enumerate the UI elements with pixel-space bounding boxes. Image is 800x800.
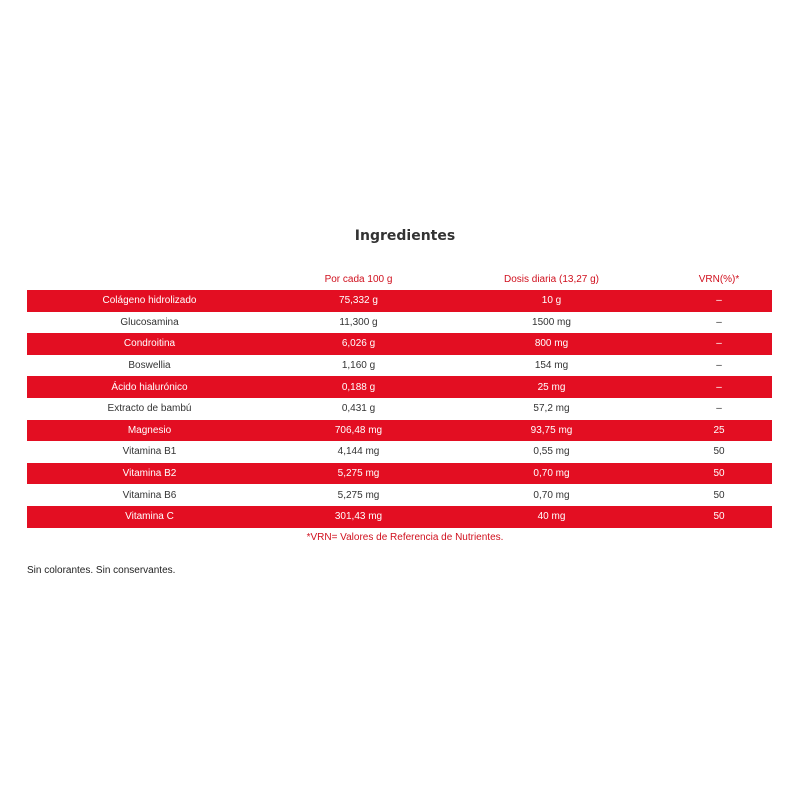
per-100g-cell: 4,144 mg (337, 446, 380, 458)
per-100g-cell: 11,300 g (339, 316, 378, 328)
table-row (27, 290, 772, 312)
daily-dose-cell: 25 mg (537, 381, 566, 393)
table-row (27, 376, 772, 398)
daily-dose-cell: 1500 mg (532, 316, 571, 328)
table-row (27, 506, 772, 528)
ingredient-name-cell: Boswellia (128, 360, 171, 372)
table-row (27, 441, 772, 463)
per-100g-cell: 5,275 mg (337, 489, 380, 501)
vrn-cell: – (716, 381, 722, 393)
table-row (27, 420, 772, 442)
vrn-cell: 50 (713, 468, 725, 480)
vrn-cell: 50 (713, 489, 725, 501)
ingredient-name-cell: Vitamina C (125, 511, 174, 523)
header-per-100g: Por cada 100 g (324, 274, 393, 285)
daily-dose-cell: 40 mg (537, 511, 566, 523)
table-row (27, 398, 772, 420)
daily-dose-cell: 154 mg (534, 360, 569, 372)
vrn-cell: 50 (713, 511, 725, 523)
per-100g-cell: 0,188 g (341, 381, 376, 393)
per-100g-cell: 75,332 g (339, 295, 378, 307)
daily-dose-cell: 93,75 mg (530, 424, 573, 436)
table-row (27, 333, 772, 355)
ingredients-table (27, 269, 772, 528)
ingredient-name-cell: Extracto de bambú (107, 403, 192, 415)
page-title: Ingredientes (354, 228, 456, 244)
daily-dose-cell: 0,55 mg (533, 446, 570, 458)
header-daily-dose: Dosis diaria (13,27 g) (503, 274, 600, 285)
table-row (27, 312, 772, 334)
ingredient-name-cell: Condroitina (123, 338, 176, 350)
vrn-cell: 25 (713, 424, 725, 436)
table-body (27, 290, 772, 528)
vrn-footnote: *VRN= Valores de Referencia de Nutrientes. (306, 532, 504, 543)
table-row (27, 484, 772, 506)
vrn-cell: – (716, 316, 722, 328)
ingredient-name-cell: Colágeno hidrolizado (102, 295, 197, 307)
ingredient-name-cell: Magnesio (127, 424, 172, 436)
table-row (27, 355, 772, 377)
per-100g-cell: 5,275 mg (337, 468, 380, 480)
daily-dose-cell: 800 mg (534, 338, 569, 350)
vrn-cell: – (716, 403, 722, 415)
per-100g-cell: 0,431 g (341, 403, 376, 415)
additives-note: Sin colorantes. Sin conservantes. (27, 565, 176, 576)
per-100g-cell: 706,48 mg (334, 424, 383, 436)
table-header-row (27, 269, 772, 290)
ingredient-name-cell: Vitamina B1 (122, 446, 177, 458)
daily-dose-cell: 57,2 mg (533, 403, 570, 415)
per-100g-cell: 1,160 g (341, 360, 376, 372)
vrn-cell: – (716, 295, 722, 307)
daily-dose-cell: 0,70 mg (533, 468, 570, 480)
vrn-cell: – (716, 338, 722, 350)
ingredient-name-cell: Vitamina B6 (122, 489, 177, 501)
table-row (27, 463, 772, 485)
vrn-cell: 50 (713, 446, 725, 458)
daily-dose-cell: 0,70 mg (533, 489, 570, 501)
ingredient-name-cell: Glucosamina (120, 316, 179, 328)
per-100g-cell: 301,43 mg (334, 511, 383, 523)
vrn-cell: – (716, 360, 722, 372)
per-100g-cell: 6,026 g (341, 338, 376, 350)
ingredient-name-cell: Ácido hialurónico (111, 381, 188, 393)
ingredient-name-cell: Vitamina B2 (122, 468, 177, 480)
header-vrn: VRN(%)* (698, 274, 740, 285)
daily-dose-cell: 10 g (541, 295, 562, 307)
